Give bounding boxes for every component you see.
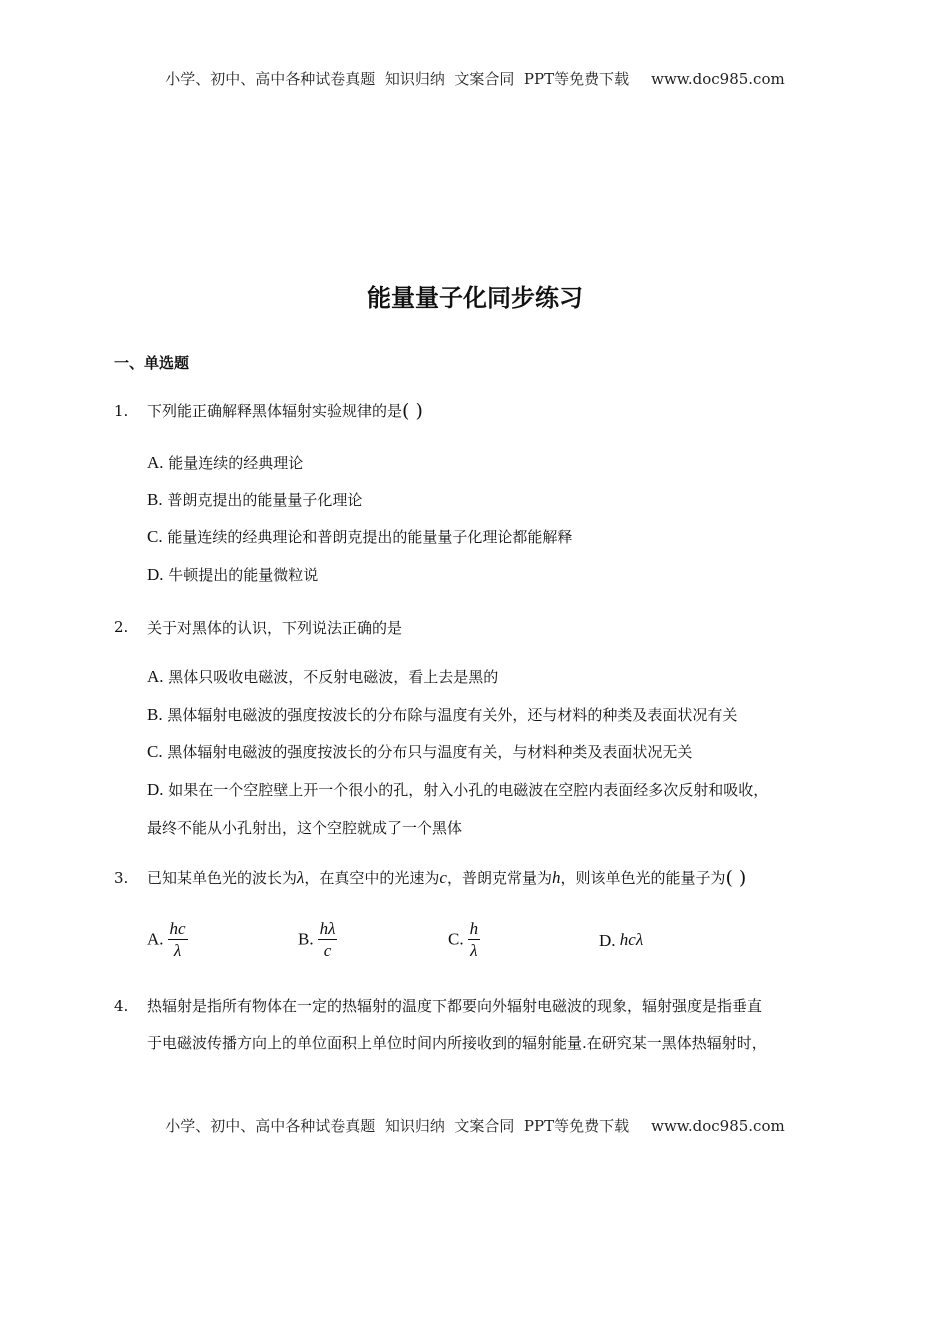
q3-stem-part: ，则该单色光的能量子为 [560,869,726,887]
fraction-denominator: c [323,941,332,960]
q3-option-b[interactable] [298,918,337,961]
q3-answer-blank: ( ) [725,867,747,889]
q2-option-a[interactable] [147,666,498,687]
q2-option-c[interactable] [147,741,692,762]
q4-number: 4. [114,997,129,1015]
page-title: 能量量子化同步练习 [367,284,583,312]
option-letter: C. [448,929,464,949]
fraction [468,918,481,961]
q4-stem-line-2: 于电磁波传播方向上的单位面积上单位时间内所接收到的辐射能量.在研究某一黑体热辐射时， [147,1034,767,1052]
q2-option-d[interactable] [147,779,768,800]
option-letter: A. [147,453,164,472]
section-heading: 一、单选题 [114,354,190,372]
footer-text: 小学、初中、高中各种试卷真题 知识归纳 文案合同 PPT等免费下载 [165,1117,630,1135]
footer-site-link[interactable]: www.doc985.com [651,1117,785,1135]
option-letter: C. [147,527,163,546]
option-letter: B. [147,705,163,724]
q3-option-a[interactable] [147,918,188,961]
fraction-numerator: hλ [319,919,336,938]
q4-stem-line-1: 热辐射是指所有物体在一定的热辐射的温度下都要向外辐射电磁波的现象，辐射强度是指垂直 [147,997,763,1015]
option-letter: D. [147,565,164,584]
header-site-link[interactable]: www.doc985.com [651,70,785,88]
option-expression: hcλ [619,930,644,949]
q3-stem-part: ，在真空中的光速为 [304,869,440,887]
option-letter: B. [147,490,163,509]
option-text: 能量连续的经典理论和普朗克提出的能量量子化理论都能解释 [162,528,573,546]
option-text: 能量连续的经典理论 [163,454,304,472]
q3-stem [147,867,746,889]
page-footer [0,1115,950,1136]
option-letter: B. [298,929,314,949]
option-text: 如果在一个空腔壁上开一个很小的孔，射入小孔的电磁波在空腔内表面经多次反射和吸收， [163,781,769,799]
q1-stem [147,400,423,422]
q1-stem-text: 下列能正确解释黑体辐射实验规律的是 [147,402,403,420]
option-letter: A. [147,929,164,949]
q2-stem: 关于对黑体的认识，下列说法正确的是 [147,619,403,637]
lambda-symbol: λ [297,868,305,887]
fraction-denominator: λ [470,941,478,960]
h-symbol: h [551,868,561,887]
q3-number: 3. [114,869,129,887]
q1-option-a[interactable] [147,452,303,473]
option-letter: D. [599,931,616,951]
q1-option-b[interactable] [147,489,362,510]
option-letter: A. [147,667,164,686]
option-text: 黑体辐射电磁波的强度按波长的分布除与温度有关外，还与材料的种类及表面状况有关 [162,706,738,724]
c-symbol: c [439,868,447,887]
option-letter: D. [147,780,164,799]
q2-number: 2. [114,618,129,636]
q1-option-c[interactable] [147,526,572,547]
q3-option-d[interactable] [599,930,643,951]
fraction [168,918,188,961]
fraction-numerator: hc [169,919,186,938]
option-letter: C. [147,742,163,761]
q2-option-b[interactable] [147,704,737,725]
option-text: 普朗克提出的能量量子化理论 [162,491,363,509]
q1-option-d[interactable] [147,564,318,585]
option-text: 黑体辐射电磁波的强度按波长的分布只与温度有关，与材料种类及表面状况无关 [162,743,693,761]
header-text: 小学、初中、高中各种试卷真题 知识归纳 文案合同 PPT等免费下载 [165,70,630,88]
option-text: 牛顿提出的能量微粒说 [163,566,319,584]
page-header [0,68,950,89]
q2-option-d-continuation: 最终不能从小孔射出，这个空腔就成了一个黑体 [147,819,463,837]
q3-stem-part: 已知某单色光的波长为 [147,869,298,887]
fraction-numerator: h [469,919,479,938]
q3-stem-part: ，普朗克常量为 [446,869,552,887]
q1-answer-blank: ( ) [402,400,423,422]
fraction [318,918,338,961]
fraction-denominator: λ [173,941,182,960]
q1-number: 1. [114,402,129,420]
option-text: 黑体只吸收电磁波，不反射电磁波，看上去是黑的 [163,668,499,686]
q3-option-c[interactable] [448,918,480,961]
